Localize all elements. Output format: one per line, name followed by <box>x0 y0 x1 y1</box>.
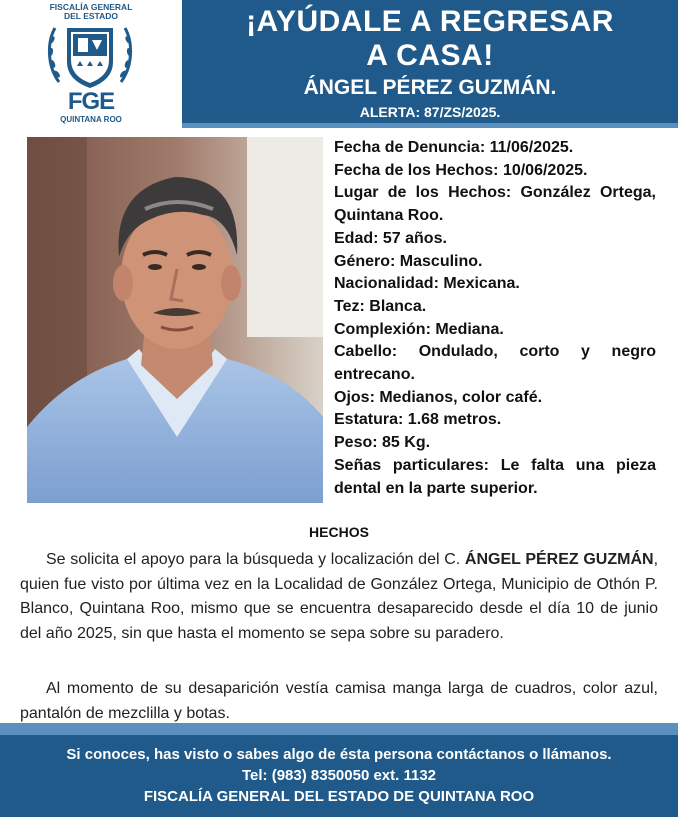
detail-ojos: Ojos: Medianos, color café. <box>334 388 543 406</box>
hechos-heading: HECHOS <box>309 524 369 540</box>
hechos-p1-before: Se solicita el apoyo para la búsqueda y localización del C. <box>46 551 465 568</box>
logo-state: QUINTANA ROO <box>60 115 122 124</box>
hechos-p1-after: , quien fue visto por última vez en la Localidad de González Ortega, Municipio de Othón P. Blanco, Quintana Roo, mismo que se encuentra desaparecido desde el día 10 de junio del año 2025, sin que hasta el momento se sepa sobre su paradero. <box>20 551 659 642</box>
detail-tez: Tez: Blanca. <box>334 297 427 315</box>
detail-senas: Señas particulares: Le falta una pieza dental en la parte superior. <box>334 456 656 497</box>
detail-fecha-denuncia: Fecha de Denuncia: 11/06/2025. <box>334 139 574 156</box>
detail-estatura: Estatura: 1.68 metros. <box>334 411 502 429</box>
person-details <box>334 137 656 500</box>
footer-contact <box>0 735 678 817</box>
hechos-p1-name: ÁNGEL PÉREZ GUZMÁN <box>464 551 654 568</box>
detail-fecha-hechos: Fecha de los Hechos: 10/06/2025. <box>334 161 588 179</box>
footer-phone: Tel: (983) 8350050 ext. 1132 <box>241 767 437 784</box>
missing-person-name: ÁNGEL PÉREZ GUZMÁN. <box>303 76 557 99</box>
headline-line2: A CASA! <box>366 39 494 72</box>
fge-logo <box>0 0 182 128</box>
detail-genero: Género: Masculino. <box>334 252 483 270</box>
alert-number: ALERTA: 87/ZS/2025. <box>359 104 501 120</box>
hechos-paragraph-1 <box>20 548 658 646</box>
fge-shield-icon <box>45 22 135 90</box>
footer-accent-bar <box>0 723 678 735</box>
logo-acronym: FGE <box>67 88 115 115</box>
detail-peso: Peso: 85 Kg. <box>334 434 431 452</box>
logo-top-text: FISCALÍA GENERAL DEL ESTADO <box>49 2 133 21</box>
hechos-paragraph-2: Al momento de su desaparición vestía camisa manga larga de cuadros, color azul, pantalón de mezclilla y botas. <box>20 680 658 722</box>
headline-line1: ¡AYÚDALE A REGRESAR <box>246 5 614 38</box>
person-photo <box>27 137 323 503</box>
person-photo-image <box>27 137 323 503</box>
header-banner <box>182 0 678 128</box>
detail-lugar-hechos: Lugar de los Hechos: González Ortega, Quintana Roo. <box>334 184 656 225</box>
footer-call-to-action: Si conoces, has visto o sabes algo de ésta persona contáctanos o llámanos. <box>66 746 612 763</box>
detail-cabello: Cabello: Ondulado, corto y negro entrecano. <box>334 343 656 384</box>
detail-nacionalidad: Nacionalidad: Mexicana. <box>334 275 520 293</box>
detail-edad: Edad: 57 años. <box>334 229 447 247</box>
footer-agency: FISCALÍA GENERAL DEL ESTADO DE QUINTANA ROO <box>143 788 535 805</box>
detail-complexion: Complexión: Mediana. <box>334 320 504 338</box>
